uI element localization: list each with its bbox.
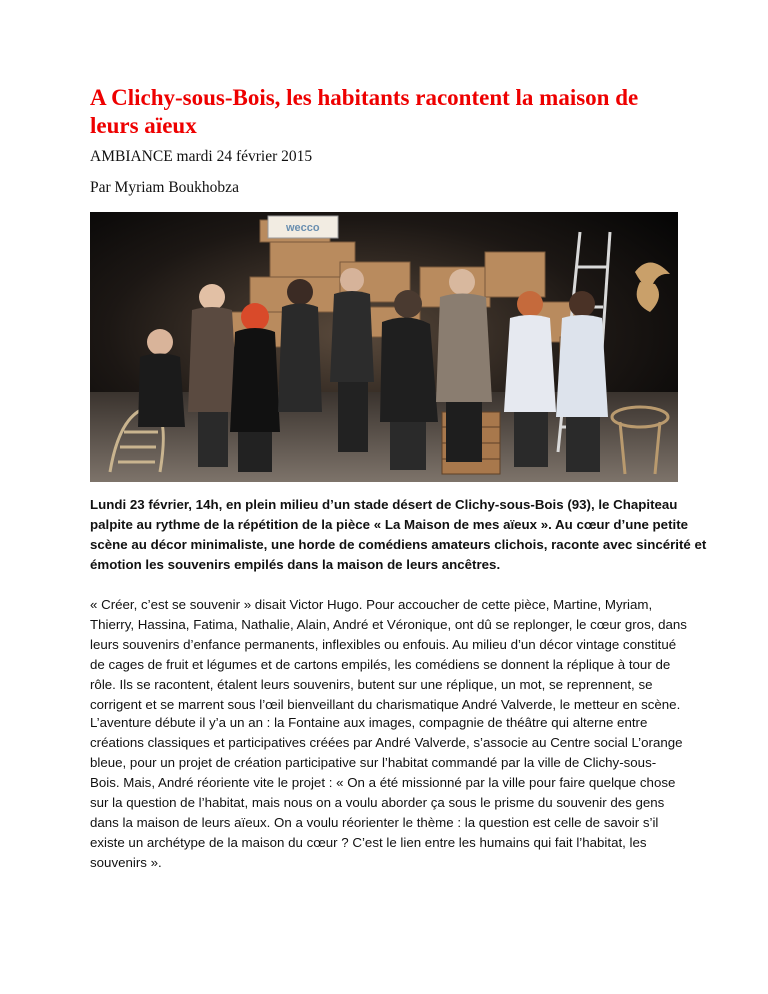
text-line: Thierry, Hassina, Fatima, Nathalie, Alain, André et Véronique, ont dû se replonger, le cœur gros, dans bbox=[90, 617, 687, 632]
body-paragraph-1 bbox=[90, 595, 690, 715]
text-line: corrigent et se marrent sous l’œil bienveillant du charismatique André Valverde, le metteur en scène. bbox=[90, 697, 681, 712]
text-line: leurs souvenirs d’enfance permanents, inflexibles ou enfouis. Au milieu d’un décor vintage constitué bbox=[90, 637, 677, 652]
box-label: wecco bbox=[286, 222, 320, 234]
text-line: L’aventure débute il y’a un an : la Fontaine aux images, compagnie de théâtre qui alterne entre bbox=[90, 715, 648, 730]
article-photo bbox=[90, 212, 678, 482]
article-title bbox=[90, 84, 690, 140]
lead-paragraph bbox=[90, 495, 707, 575]
text-line: souvenirs ». bbox=[90, 855, 162, 870]
section-date: AMBIANCE mardi 24 février 2015 bbox=[90, 148, 313, 165]
text-line: scène au décor minimaliste, une horde de comédiens amateurs clichois, raconte avec sincérité et bbox=[90, 537, 707, 552]
text-line: Lundi 23 février, 14h, en plein milieu d’un stade désert de Clichy-sous-Bois (93), le Chapiteau bbox=[90, 497, 678, 512]
text-line: créations classiques et participatives créées par André Valverde, s’associe au Centre social L’orange bbox=[90, 735, 683, 750]
text-line: palpite au rythme de la répétition de la pièce « La Maison de mes aïeux ». Au cœur d’une petite bbox=[90, 517, 689, 532]
text-line: bleue, pour un projet de création participative sur l’habitat commandé par la ville de Clichy-sous- bbox=[90, 755, 657, 770]
text-line: de cages de fruit et légumes et de cartons empilés, les comédiens se donnent la réplique à tour de bbox=[90, 657, 671, 672]
text-line: existe un archétype de la maison du cœur ? C’est le lien entre les humains qui fait l’habitat, les bbox=[90, 835, 647, 850]
text-line: émotion les souvenirs empilés dans la maison de leurs ancêtres. bbox=[90, 557, 501, 572]
text-line: « Créer, c’est se souvenir » disait Victor Hugo. Pour accoucher de cette pièce, Martine, Myriam, bbox=[90, 597, 653, 612]
text-line: Bois. Mais, André réoriente vite le projet : « On a été missionné par la ville pour faire quelque chose bbox=[90, 775, 676, 790]
text-line: dans la maison de leurs aïeux. On a voulu réorienter le thème : la question est celle de savoir s’il bbox=[90, 815, 659, 830]
text-line: sur la question de l’habitat, mais nous on a voulu aborder ça sous le prisme du souvenir des gens bbox=[90, 795, 665, 810]
body-paragraph-2 bbox=[90, 713, 690, 873]
text-line: rôle. Ils se racontent, étalent leurs souvenirs, butent sur une réplique, un mot, se reprennent, se bbox=[90, 677, 653, 692]
title-line: leurs aïeux bbox=[90, 113, 197, 138]
byline: Par Myriam Boukhobza bbox=[90, 179, 239, 196]
title-line: A Clichy-sous-Bois, les habitants racontent la maison de bbox=[90, 85, 639, 110]
